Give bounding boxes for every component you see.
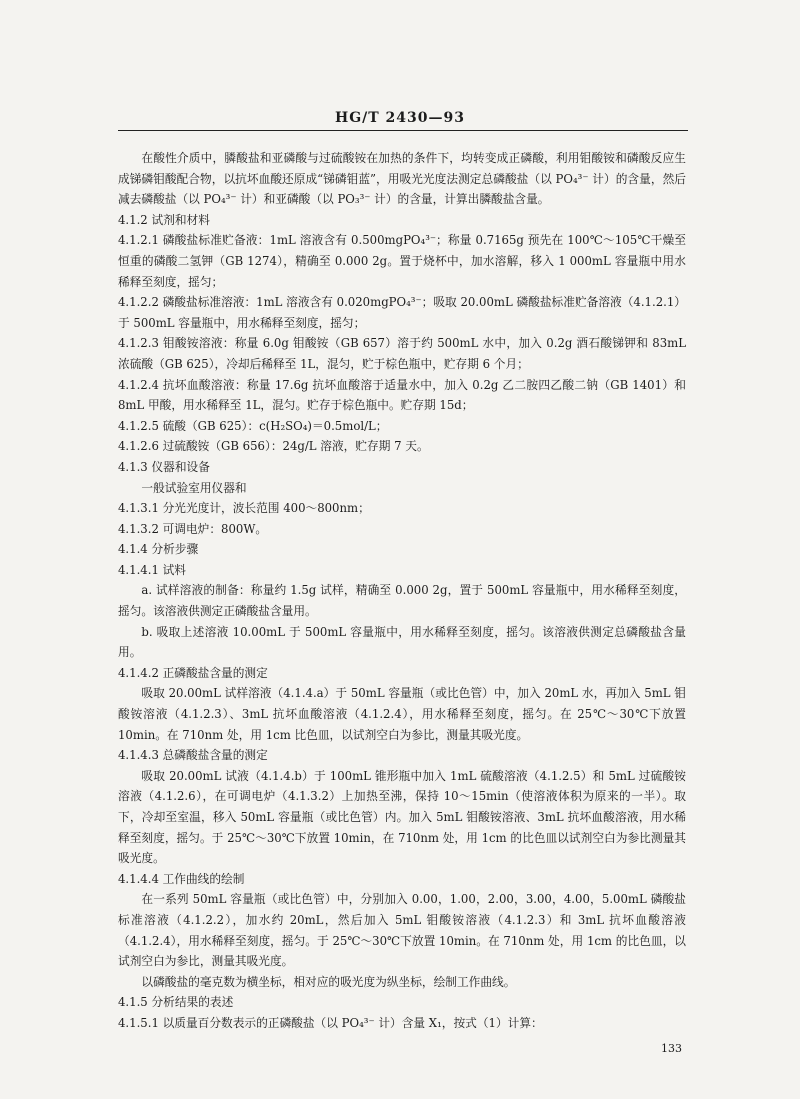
paragraph: 4.1.5 分析结果的表述 bbox=[118, 995, 234, 1010]
paragraph: 4.1.4 分析步骤 bbox=[118, 542, 199, 557]
paragraph: 4.1.5.1 以质量百分数表示的正磷酸盐（以 PO₄³⁻ 计）含量 X₁，按式（1）计算： bbox=[118, 1015, 543, 1030]
paragraph: 4.1.3.1 分光光度计，波长范围 400～800nm； bbox=[118, 501, 370, 516]
paragraph: 4.1.2.4 抗坏血酸溶液：称量 17.6g 抗坏血酸溶于适量水中，加入 0.2g 乙二胺四乙酸二钠（GB 1401）和 8mL 甲酸，用水稀释至 1L，混匀。贮存于棕色瓶中。贮存期 15d； bbox=[118, 377, 686, 413]
paragraph: 吸取 20.00mL 试样溶液（4.1.4.a）于 50mL 容量瓶（或比色管）中，加入 20mL 水，再加入 5mL 钼酸铵溶液（4.1.2.3）、3mL 抗坏血酸溶液（4.1.2.4），用水稀释至刻度，摇匀。在 25℃～30℃下放置 10min。在 710nm 处，用 1cm 比色皿，以试剂空白为参比，测量其吸光度。 bbox=[118, 686, 686, 742]
page-number: 133 bbox=[661, 1042, 682, 1055]
paragraph: 4.1.2 试剂和材料 bbox=[118, 212, 210, 227]
paragraph: a. 试样溶液的制备：称量约 1.5g 试样，精确至 0.000 2g，置于 500mL 容量瓶中，用水稀释至刻度，摇匀。该溶液供测定正磷酸盐含量用。 bbox=[118, 583, 686, 619]
paragraph: 一般试验室用仪器和 bbox=[141, 480, 247, 495]
paragraph: 4.1.3 仪器和设备 bbox=[118, 459, 210, 474]
paragraph: 4.1.3.2 可调电炉：800W。 bbox=[118, 521, 268, 536]
paragraph: b. 吸取上述溶液 10.00mL 于 500mL 容量瓶中，用水稀释至刻度，摇匀。该溶液供测定总磷酸盐含量用。 bbox=[118, 624, 686, 660]
running-header: HG/T 2430—93 bbox=[334, 110, 466, 126]
paragraph: 4.1.4.1 试料 bbox=[118, 562, 186, 577]
paragraph: 在酸性介质中，膦酸盐和亚磷酸与过硫酸铵在加热的条件下，均转变成正磷酸，利用钼酸铵和磷酸反应生成锑磷钼酸配合物，以抗坏血酸还原成“锑磷钼蓝”，用吸光光度法测定总磷酸盐（以 PO₄³⁻ 计）的含量，然后减去磷酸盐（以 PO₄³⁻ 计）和亚磷酸（以 PO₃³⁻ 计）的含量，计算出膦酸盐含量。 bbox=[118, 151, 686, 207]
paragraph: 在一系列 50mL 容量瓶（或比色管）中，分别加入 0.00，1.00，2.00，3.00，4.00，5.00mL 磷酸盐标准溶液（4.1.2.2），加水约 20mL，然后加入 5mL 钼酸铵溶液（4.1.2.3）和 3mL 抗坏血酸溶液（4.1.2.4），用水稀释至刻度，摇匀。于 25℃～30℃下放置 10min。在 710nm 处，用 1cm 的比色皿，以试剂空白为参比，测量其吸光度。 bbox=[118, 892, 686, 969]
paragraph: 吸取 20.00mL 试液（4.1.4.b）于 100mL 锥形瓶中加入 1mL 硫酸溶液（4.1.2.5）和 5mL 过硫酸铵溶液（4.1.2.6），在可调电炉（4.1.3.2）上加热至沸，保持 10～15min（使溶液体积为原来的一半）。取下，冷却至室温，移入 50mL 容量瓶（或比色管）内。加入 5mL 钼酸铵溶液、3mL 抗坏血酸溶液，用水稀释至刻度，摇匀。于 25℃～30℃下放置 10min，在 710nm 处，用 1cm 的比色皿以试剂空白为参比测量其吸光度。 bbox=[118, 768, 686, 866]
paragraph: 4.1.2.6 过硫酸铵（GB 656）：24g/L 溶液，贮存期 7 天。 bbox=[118, 439, 429, 454]
paragraph: 4.1.2.1 磷酸盐标准贮备液：1mL 溶液含有 0.500mgPO₄³⁻；称量 0.7165g 预先在 100℃～105℃干燥至恒重的磷酸二氢钾（GB 1274），精确至 0.000 2g。置于烧杯中，加水溶解，移入 1 000mL 容量瓶中用水稀释至刻度，摇匀； bbox=[118, 233, 686, 289]
body-text bbox=[118, 148, 686, 1034]
paragraph: 4.1.2.3 钼酸铵溶液：称量 6.0g 钼酸铵（GB 657）溶于约 500mL 水中，加入 0.2g 酒石酸锑钾和 83mL 浓硫酸（GB 625），冷却后稀释至 1L，混匀，贮于棕色瓶中，贮存期 6 个月； bbox=[118, 336, 686, 371]
header-rule bbox=[118, 130, 688, 131]
paragraph: 4.1.4.2 正磷酸盐含量的测定 bbox=[118, 665, 268, 680]
paragraph: 4.1.2.5 硫酸（GB 625）：c(H₂SO₄)＝0.5mol/L； bbox=[118, 418, 388, 433]
paragraph: 以磷酸盐的毫克数为横坐标，相对应的吸光度为纵坐标，绘制工作曲线。 bbox=[141, 974, 516, 989]
paragraph: 4.1.4.4 工作曲线的绘制 bbox=[118, 871, 245, 886]
paragraph: 4.1.4.3 总磷酸盐含量的测定 bbox=[118, 748, 268, 763]
paragraph: 4.1.2.2 磷酸盐标准溶液：1mL 溶液含有 0.020mgPO₄³⁻；吸取 20.00mL 磷酸盐标准贮备溶液（4.1.2.1）于 500mL 容量瓶中，用水稀释至刻度，摇匀； bbox=[118, 295, 686, 330]
